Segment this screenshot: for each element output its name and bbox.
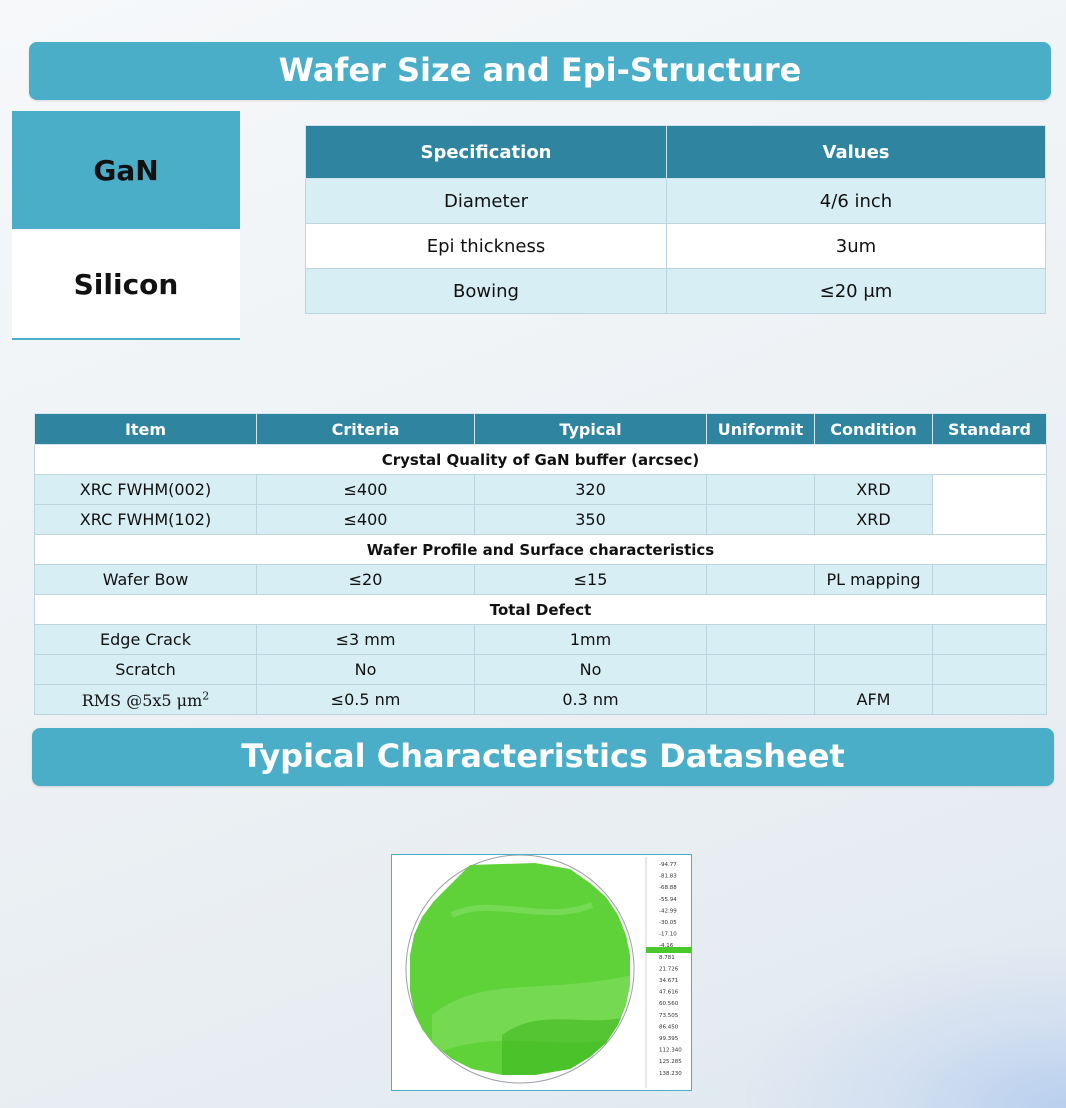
section-row-wafer-profile xyxy=(35,535,1047,565)
standard-cell xyxy=(933,475,1047,535)
value-cell: 3um xyxy=(667,224,1046,269)
typical-cell: 1mm xyxy=(475,625,707,655)
item-cell: XRC FWHM(002) xyxy=(35,475,257,505)
specification-table xyxy=(305,125,1046,314)
column-header-item: Item xyxy=(35,414,257,445)
scale-label: 125.285 xyxy=(659,1059,682,1066)
spec-table-header-row xyxy=(306,126,1046,179)
scale-label: 47.616 xyxy=(659,989,679,996)
table-row xyxy=(306,179,1046,224)
uniformity-cell xyxy=(707,655,815,685)
wafer-surface xyxy=(392,855,652,1090)
column-header-condition: Condition xyxy=(815,414,933,445)
column-header-uniformity: Uniformit xyxy=(707,414,815,445)
scale-label: 21.726 xyxy=(659,966,679,973)
value-cell: ≤20 μm xyxy=(667,269,1046,314)
column-header-specification: Specification xyxy=(306,126,667,179)
table-row xyxy=(35,475,1047,505)
criteria-cell: No xyxy=(257,655,475,685)
scale-label: -55.94 xyxy=(659,896,677,903)
condition-cell: PL mapping xyxy=(815,565,933,595)
typical-cell: No xyxy=(475,655,707,685)
wafer-map-svg xyxy=(392,855,691,1090)
column-header-typical: Typical xyxy=(475,414,707,445)
table-row xyxy=(35,565,1047,595)
section-banner-wafer-size: Wafer Size and Epi-Structure xyxy=(29,42,1051,100)
scale-label: -42.99 xyxy=(659,908,677,915)
standard-cell xyxy=(933,565,1047,595)
value-cell: 4/6 inch xyxy=(667,179,1046,224)
wafer-zone-dark xyxy=(502,1015,632,1090)
spec-cell: Diameter xyxy=(306,179,667,224)
section-title: Wafer Profile and Surface characteristics xyxy=(35,535,1047,565)
characteristics-table xyxy=(34,413,1047,715)
characteristics-header-row xyxy=(35,414,1047,445)
section-title: Total Defect xyxy=(35,595,1047,625)
item-cell: XRC FWHM(102) xyxy=(35,505,257,535)
uniformity-cell xyxy=(707,565,815,595)
typical-cell: ≤15 xyxy=(475,565,707,595)
scale-label: -30.05 xyxy=(659,920,677,926)
item-cell: Wafer Bow xyxy=(35,565,257,595)
item-text: RMS @5x5 μm xyxy=(81,690,203,710)
condition-cell: XRD xyxy=(815,475,933,505)
criteria-cell: ≤400 xyxy=(257,505,475,535)
standard-cell xyxy=(933,685,1047,715)
scale-label: -17.10 xyxy=(659,931,677,938)
scale-label: 86.450 xyxy=(659,1024,679,1031)
spec-cell: Bowing xyxy=(306,269,667,314)
criteria-cell: ≤0.5 nm xyxy=(257,685,475,715)
scale-label: -94.77 xyxy=(659,862,677,868)
epi-layer-gan: GaN xyxy=(12,111,240,229)
uniformity-cell xyxy=(707,505,815,535)
condition-cell: XRD xyxy=(815,505,933,535)
typical-cell: 350 xyxy=(475,505,707,535)
scale-label: 99.395 xyxy=(659,1036,679,1042)
scale-label: -68.88 xyxy=(659,885,677,892)
typical-cell: 0.3 nm xyxy=(475,685,707,715)
criteria-cell: ≤20 xyxy=(257,565,475,595)
uniformity-cell xyxy=(707,475,815,505)
scale-label: -81.83 xyxy=(659,873,677,880)
condition-cell: AFM xyxy=(815,685,933,715)
scale-label: 73.505 xyxy=(659,1012,679,1019)
background-corner-glow xyxy=(746,948,1066,1108)
column-header-values: Values xyxy=(667,126,1046,179)
item-cell: Edge Crack xyxy=(35,625,257,655)
typical-cell: 320 xyxy=(475,475,707,505)
section-banner-datasheet: Typical Characteristics Datasheet xyxy=(32,728,1054,786)
criteria-cell: ≤400 xyxy=(257,475,475,505)
column-header-criteria: Criteria xyxy=(257,414,475,445)
scale-label: 112.340 xyxy=(659,1047,682,1054)
condition-cell xyxy=(815,625,933,655)
section-row-crystal-quality xyxy=(35,445,1047,475)
item-cell xyxy=(35,685,257,715)
scale-label: 60.560 xyxy=(659,1001,679,1008)
wafer-map-figure xyxy=(391,854,692,1091)
table-row xyxy=(35,625,1047,655)
wafer-scale-labels xyxy=(659,862,682,1077)
uniformity-cell xyxy=(707,685,815,715)
scale-label: 34.671 xyxy=(659,978,679,984)
condition-cell xyxy=(815,655,933,685)
spec-cell: Epi thickness xyxy=(306,224,667,269)
standard-cell xyxy=(933,625,1047,655)
criteria-cell: ≤3 mm xyxy=(257,625,475,655)
item-cell: Scratch xyxy=(35,655,257,685)
table-row xyxy=(35,685,1047,715)
scale-label: 8.781 xyxy=(659,954,675,961)
table-row xyxy=(35,655,1047,685)
table-row xyxy=(35,505,1047,535)
substrate-layer-silicon: Silicon xyxy=(12,230,240,340)
standard-cell xyxy=(933,655,1047,685)
table-row xyxy=(306,269,1046,314)
section-row-total-defect xyxy=(35,595,1047,625)
section-title: Crystal Quality of GaN buffer (arcsec) xyxy=(35,445,1047,475)
superscript: 2 xyxy=(202,689,210,703)
column-header-standard: Standard xyxy=(933,414,1047,445)
uniformity-cell xyxy=(707,625,815,655)
table-row xyxy=(306,224,1046,269)
scale-label: -4.16 xyxy=(659,943,674,950)
scale-label: 138.230 xyxy=(659,1070,682,1077)
